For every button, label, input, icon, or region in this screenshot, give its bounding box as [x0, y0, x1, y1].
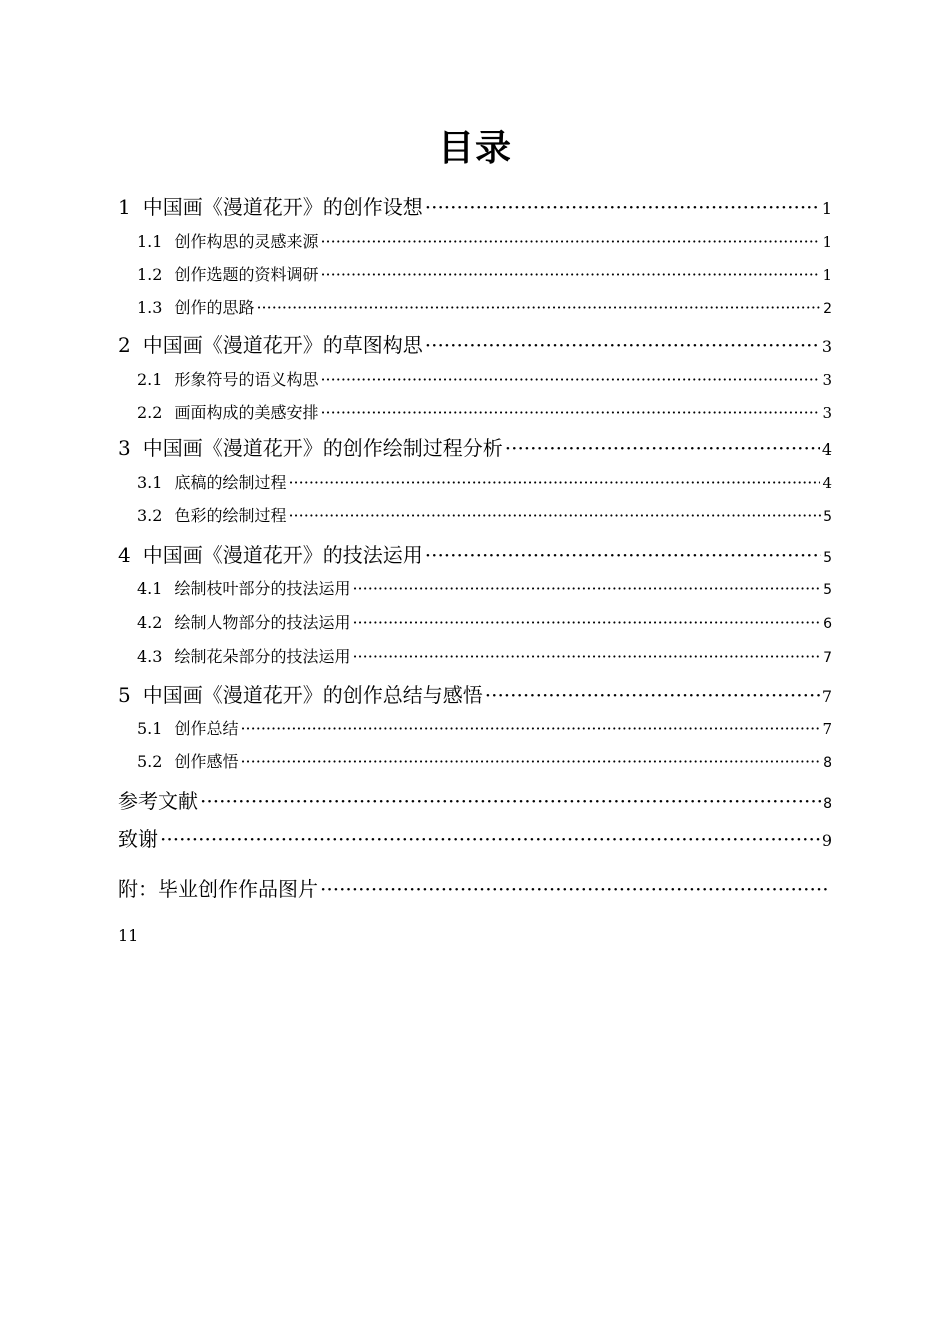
toc-entry-text: 参考文献 — [118, 789, 198, 813]
toc-entry-page: 5 — [823, 582, 832, 598]
toc-entry-text: 绘制枝叶部分的技法运用 — [174, 579, 351, 598]
toc-entry-text: 形象符号的语义构思 — [174, 370, 319, 389]
toc-leader-dots — [200, 789, 821, 813]
toc-entry-page: 3 — [822, 371, 832, 389]
toc-entry-text: 创作选题的资料调研 — [174, 265, 319, 284]
toc-entry-number: 1.2 — [137, 265, 163, 284]
toc-entry-number: 2.1 — [137, 370, 163, 389]
toc-entry-references[interactable] — [118, 785, 832, 814]
toc-entry-page: 7 — [822, 720, 832, 738]
toc-entry-text: 中国画《漫道花开》的草图构思 — [142, 333, 423, 357]
toc-entry-page: 1 — [821, 199, 832, 218]
toc-entry-1-3[interactable] — [137, 295, 832, 318]
toc-leader-dots — [240, 752, 821, 771]
toc-entry-page: 8 — [823, 796, 832, 812]
toc-leader-dots — [352, 579, 821, 598]
toc-entry-acknowledgements[interactable] — [118, 823, 832, 852]
toc-leader-dots — [288, 506, 821, 525]
toc-entry-page: 9 — [821, 831, 832, 850]
toc-leader-dots — [240, 719, 820, 738]
toc-entry-5-2[interactable] — [137, 749, 832, 772]
toc-entry-text: 中国画《漫道花开》的创作总结与感悟 — [142, 683, 483, 707]
toc-entry-2-1[interactable] — [137, 367, 832, 390]
toc-entry-text: 创作构思的灵感来源 — [174, 232, 319, 251]
toc-leader-dots — [320, 877, 830, 901]
toc-entry-page: 8 — [823, 755, 832, 771]
toc-entry-3-1[interactable] — [137, 470, 832, 493]
toc-leader-dots — [505, 436, 820, 460]
toc-entry-1[interactable] — [118, 191, 832, 220]
toc-leader-dots — [160, 827, 820, 851]
toc-entry-number: 4.2 — [137, 613, 163, 632]
toc-entry-text: 色彩的绘制过程 — [174, 506, 287, 525]
toc-entry-number: 5.2 — [137, 752, 163, 771]
toc-entry-2-2[interactable] — [137, 400, 832, 423]
toc-entry-page: 2 — [823, 301, 832, 317]
toc-entry-1-1[interactable] — [137, 229, 832, 252]
toc-entry-text: 中国画《漫道花开》的创作设想 — [142, 195, 423, 219]
toc-leader-dots — [425, 333, 820, 357]
toc-entry-text: 创作总结 — [174, 719, 239, 738]
toc-entry-number: 1.1 — [137, 232, 163, 251]
toc-entry-number: 3.1 — [137, 473, 163, 492]
toc-entry-text: 创作感悟 — [174, 752, 239, 771]
toc-entry-text: 绘制花朵部分的技法运用 — [174, 647, 351, 666]
toc-entry-number: 2 — [118, 333, 131, 357]
toc-entry-number: 4.1 — [137, 579, 163, 598]
toc-entry-text: 画面构成的美感安排 — [174, 403, 319, 422]
toc-entry-text: 致谢 — [118, 827, 158, 851]
toc-entry-page: 7 — [821, 687, 832, 706]
toc-entry-number: 5.1 — [137, 719, 163, 738]
toc-leader-dots — [320, 370, 820, 389]
toc-entry-3-2[interactable] — [137, 503, 832, 526]
toc-entry-1-2[interactable] — [137, 262, 832, 285]
toc-leader-dots — [352, 647, 821, 666]
toc-entry-number: 3 — [118, 436, 131, 460]
toc-entry-number: 1.3 — [137, 298, 163, 317]
toc-leader-dots — [425, 543, 821, 567]
toc-leader-dots — [485, 683, 820, 707]
toc-entry-page: 5 — [823, 509, 832, 525]
toc-leader-dots — [425, 195, 820, 219]
toc-entry-text: 中国画《漫道花开》的创作绘制过程分析 — [142, 436, 503, 460]
toc-leader-dots — [256, 298, 821, 317]
toc-entry-4[interactable] — [118, 539, 832, 568]
toc-entry-5[interactable] — [118, 679, 832, 708]
toc-entry-appendix[interactable] — [118, 873, 832, 902]
toc-entry-page: 3 — [821, 337, 832, 356]
toc-entry-text: 底稿的绘制过程 — [174, 473, 287, 492]
toc-entry-page: 1 — [822, 233, 832, 251]
toc-entry-number: 4 — [118, 543, 131, 567]
toc-entry-text: 创作的思路 — [174, 298, 255, 317]
toc-leader-dots — [288, 473, 820, 492]
toc-title: 目录 — [437, 128, 512, 169]
toc-entry-number: 2.2 — [137, 403, 163, 422]
toc-entry-appendix-page: 11 — [118, 926, 139, 945]
toc-entry-page: 3 — [822, 404, 832, 422]
toc-leader-dots — [320, 232, 820, 251]
toc-leader-dots — [352, 613, 821, 632]
toc-entry-text: 中国画《漫道花开》的技法运用 — [142, 543, 423, 567]
toc-entry-text: 附：毕业创作作品图片 — [118, 877, 318, 901]
toc-entry-page: 5 — [823, 550, 832, 566]
toc-entry-5-1[interactable] — [137, 716, 832, 739]
toc-entry-2[interactable] — [118, 329, 832, 358]
toc-leader-dots — [320, 403, 820, 422]
toc-entry-page: 4 — [821, 440, 832, 459]
toc-entry-number: 3.2 — [137, 506, 163, 525]
toc-entry-text: 绘制人物部分的技法运用 — [174, 613, 351, 632]
toc-entry-3[interactable] — [118, 432, 832, 461]
toc-entry-page: 6 — [823, 616, 832, 632]
toc-entry-4-3[interactable] — [137, 644, 832, 667]
toc-entry-page: 7 — [823, 650, 832, 666]
toc-entry-number: 4.3 — [137, 647, 163, 666]
toc-entry-page: 1 — [822, 266, 832, 284]
toc-entry-page: 4 — [822, 474, 832, 492]
toc-entry-4-1[interactable] — [137, 576, 832, 599]
toc-entry-4-2[interactable] — [137, 610, 832, 633]
toc-entry-number: 1 — [118, 195, 131, 219]
toc-entry-number: 5 — [118, 683, 131, 707]
toc-leader-dots — [320, 265, 820, 284]
